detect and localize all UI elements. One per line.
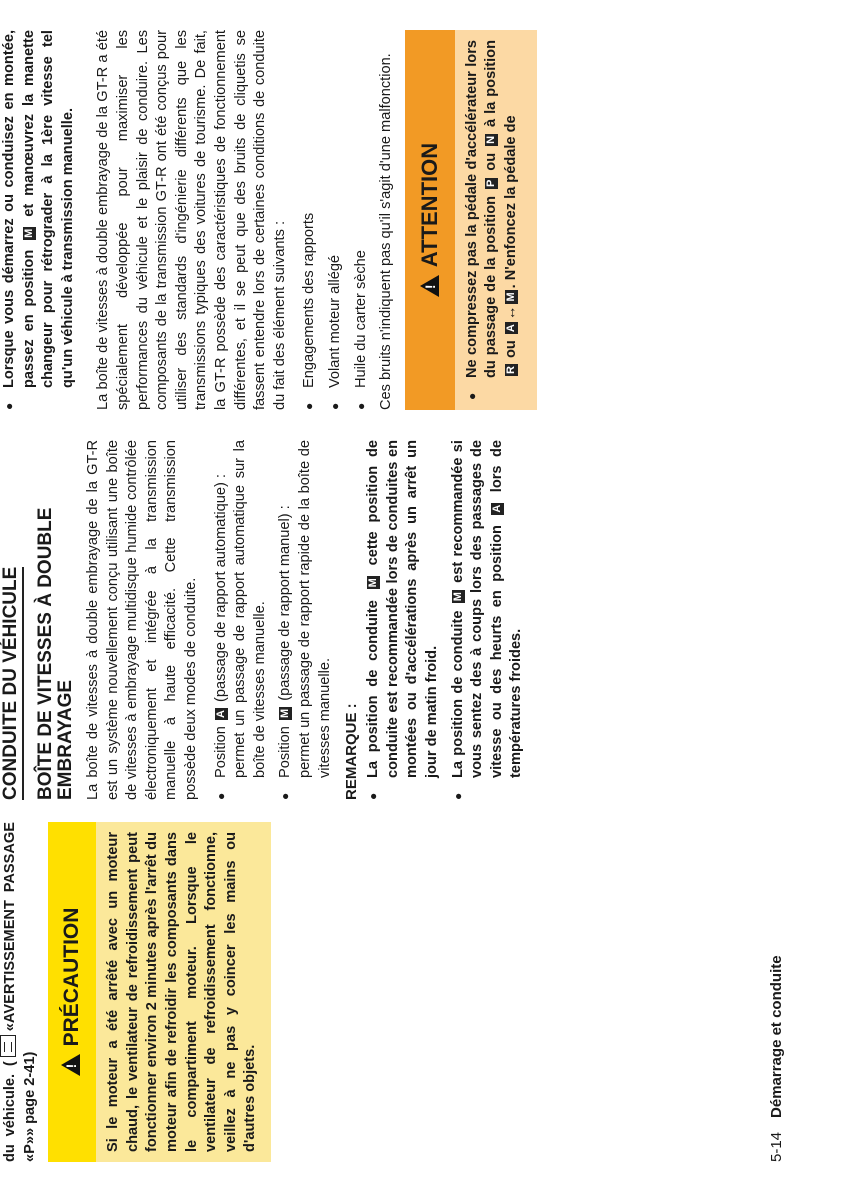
list-item: ● Huile du carter sèche xyxy=(352,30,372,410)
list-item: ● Ne compressez pas la pédale d'accélérateur lors du passage de la position P ou N à la position R ou A↔M. N'enfoncez la pédale de xyxy=(463,40,522,400)
list-item: ● Volant moteur allégé xyxy=(326,30,346,410)
position-badge: M xyxy=(22,228,35,238)
section-title: CONDUITE DU VÉHICULE xyxy=(0,567,24,800)
note-list xyxy=(364,440,527,800)
page-number: 5-14 xyxy=(768,1131,785,1162)
list-item: ● Lorsque vous démarrez ou conduisez en montée, passez en position M et manœuvrez la manette changeur pour rétrograder à la 1ère vitesse tel qu'un véhicule à transmission manuelle. xyxy=(0,30,78,410)
subsection-title: BOÎTE DE VITESSES À DOUBLE EMBRAYAGE xyxy=(35,507,76,800)
position-badge: M xyxy=(504,292,517,302)
attention-box xyxy=(405,30,538,410)
warning-triangle-icon xyxy=(61,1054,80,1076)
note-title: REMARQUE : xyxy=(343,703,361,800)
list-item: ● Position M (passage de rapport manuel) : permet un passage de rapport rapide de la boîte de vitesses manuelle. xyxy=(276,440,335,800)
column-right xyxy=(0,30,537,410)
explanation-paragraph: La boîte de vitesses à double embrayage de la GT-R a été spécialement développée pour maximiser les performances du véhicule et le plaisir de conduire. Les composants de la transmission GT-R ont été conçus pour utiliser des standards d'ingénierie différents que les transmissions typiques des voitures de tourisme. De fait, la GT-R possède des caractéristiques de fonctionnement différentes, et il se peut que des bruits de cliquetis se fassent entendre lors de certaines conditions de conduite du fait des élément suivants : xyxy=(95,30,288,410)
list-item: ● Position A (passage de rapport automatique) : permet un passage de rapport automatique sur la boîte de vitesses manuelle. xyxy=(212,440,271,800)
caution-text: Si le moteur a été arrêté avec un moteur chaud, le ventilateur de refroidissement peut fonctionner environ 2 minutes après l'arrêt du moteur afin de refroidir les composants dans le compartiment moteur. Lorsque le ventilateur de refroidissement fonctionne, veillez à ne pas y coincer les mains ou d'autres objets. xyxy=(105,832,259,1152)
list-item: ● La position de conduite M cette position de conduite est recommandée lors de conduites en montées ou d'accélérations après un arrêt un jour de matin froid. xyxy=(364,440,442,800)
attention-list xyxy=(463,40,522,400)
position-badge: A xyxy=(504,324,517,333)
position-badge: R xyxy=(504,366,517,374)
reference-icon xyxy=(0,1035,16,1057)
attention-header: ! ATTENTION xyxy=(405,30,455,410)
noise-cause-list xyxy=(300,30,371,410)
warning-triangle-icon xyxy=(420,275,439,297)
position-badge: N xyxy=(485,135,498,144)
position-badge: A xyxy=(490,504,503,513)
position-badge: M xyxy=(451,592,464,602)
column-middle xyxy=(0,440,533,800)
caution-header: !PRÉCAUTION xyxy=(48,822,96,1162)
page-footer xyxy=(768,955,785,1162)
footer-section: Démarrage et conduite xyxy=(768,955,785,1118)
intro-continuation: du véhicule. («AVERTISSEMENT PASSAGE «P»» page 2-41) xyxy=(2,822,38,1162)
intro-paragraph: La boîte de vitesses à double embrayage de la GT-R est un système nouvellement conçu utilisant une boîte de vitesses à embrayage multidisque humide contrôlée électroniquement et intégrée à la transmission manuelle à haute efficacité. Cette transmission possède deux modes de conduite. xyxy=(85,440,199,800)
column-left xyxy=(0,822,271,1162)
list-item: ● La position de conduite M est recommandée si vous sentez des à coups lors des passages de vitesse ou des heurts en position A lors de températures froides. xyxy=(449,440,527,800)
caution-box xyxy=(48,822,271,1162)
position-badge: A xyxy=(214,710,227,719)
position-badge: M xyxy=(279,708,292,719)
malfunction-note: Ces bruits n'indiquent pas qu'il s'agit d'une malfonction. xyxy=(378,53,395,410)
position-badge: M xyxy=(367,578,380,588)
position-badge: P xyxy=(485,179,498,187)
list-item: ● Engagements des rapports xyxy=(300,30,320,410)
bullet-list-top xyxy=(0,30,78,410)
mode-list xyxy=(212,440,336,800)
